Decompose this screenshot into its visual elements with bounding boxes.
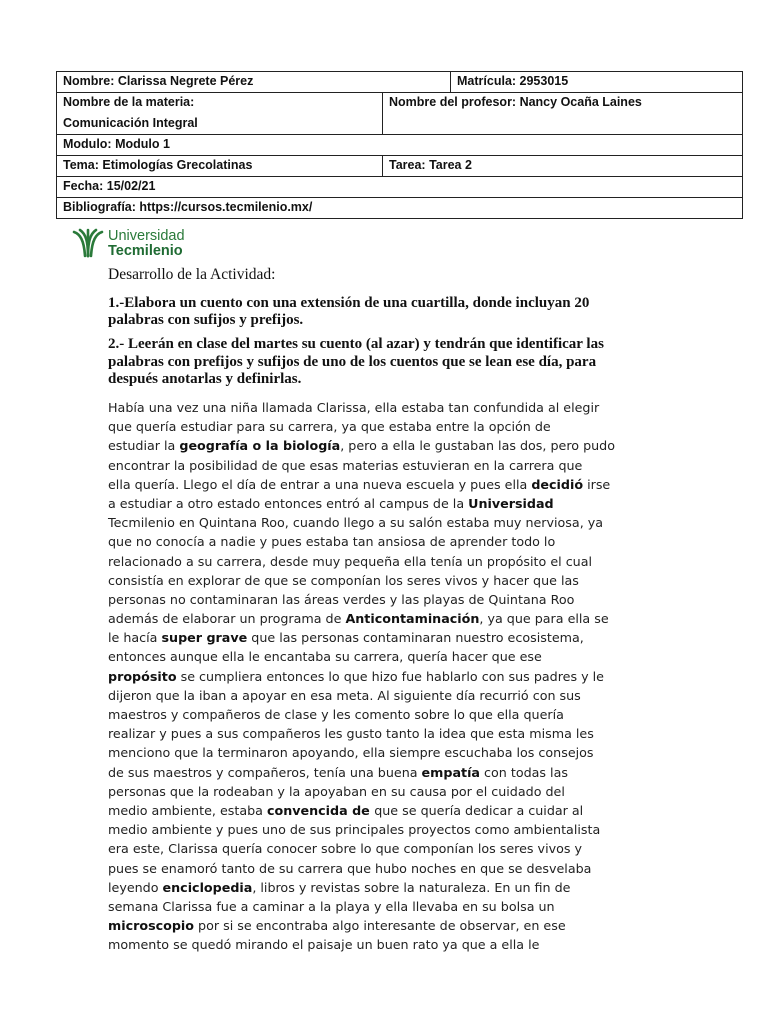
story-line: que quería estudiar para su carrera, ya que estaba entre la opción de: [108, 419, 551, 435]
item1-line-2: palabras con sufijos y prefijos.: [108, 312, 304, 328]
logo-tecmilenio-text: Tecmilenio: [108, 243, 183, 259]
story-line: Había una vez una niña llamada Clarissa, ella estaba tan confundida al elegir: [108, 400, 600, 415]
story-line: entonces aunque ella le encantaba su carrera, quería hacer que ese: [108, 649, 542, 665]
story-line: medio ambiente y pues uno de sus principales proyectos como ambientalista: [108, 822, 601, 838]
story-line: personas no contaminaran las áreas verdes y las playas de Quintana Roo: [108, 591, 575, 607]
bold-term: empatía: [421, 764, 480, 780]
tecmilenio-leaf-icon: [70, 228, 106, 258]
story-line: momento se quedó mirando el paisaje un buen rato ya que a ella le: [108, 937, 540, 953]
logo-university-text: Universidad: [108, 228, 185, 244]
activity-item-2: [108, 336, 688, 389]
story-line: de sus maestros y compañeros, tenía una buena empatía con todas las: [108, 764, 568, 780]
story-line: era este, Clarissa quería conocer sobre lo que componían los seres vivos y: [108, 841, 583, 857]
bold-term: microscopio: [108, 918, 194, 934]
story-line: relacionado a su carrera, desde muy pequeña ella tenía un propósito el cual: [108, 553, 593, 569]
story-line: Tecmilenio en Quintana Roo, cuando llego a su salón estaba muy nerviosa, ya: [108, 515, 604, 531]
bold-term: propósito: [108, 668, 177, 684]
story-line: dijeron que la iban a apoyar en esa meta. Al siguiente día recurrió con sus: [108, 687, 581, 703]
assignment-cell: Tarea: Tarea 2: [383, 156, 743, 177]
teacher-cell: Nombre del profesor: Nancy Ocaña Laines: [383, 93, 743, 135]
story-line: medio ambiente, estaba convencida de que se quería dedicar a cuidar al: [108, 802, 584, 818]
topic-cell: Tema: Etimologías Grecolatinas: [57, 156, 383, 177]
story-line: además de elaborar un programa de Anticontaminación, ya que para ella se: [108, 611, 609, 627]
bold-term: decidió: [531, 476, 584, 492]
story-paragraph: [108, 398, 668, 954]
student-id-cell: Matrícula: 2953015: [451, 72, 743, 93]
module-cell: Modulo: Modulo 1: [57, 135, 743, 156]
bold-term: geografía o la biología: [179, 438, 341, 454]
story-line: estudiar la geografía o la biología, pero a ella le gustaban las dos, pero pudo: [108, 438, 615, 454]
story-line: menciono que la terminaron apoyando, ella siempre escuchaba los consejos: [108, 745, 594, 761]
activity-heading: Desarrollo de la Actividad:: [108, 266, 276, 283]
story-line: le hacía super grave que las personas contaminaran nuestro ecosistema,: [108, 630, 584, 646]
bold-term: enciclopedia: [162, 879, 253, 895]
story-line: microscopio por si se encontraba algo interesante de observar, en ese: [108, 918, 566, 934]
date-cell: Fecha: 15/02/21: [57, 177, 743, 198]
story-line: personas que la rodeaban y la apoyaban en su causa por el cuidado del: [108, 783, 565, 799]
activity-item-1: [108, 295, 688, 329]
story-line: semana Clarissa fue a caminar a la playa y ella llevaba en su bolsa un: [108, 898, 555, 914]
bold-term: convencida de: [266, 802, 375, 818]
item2-line-2: palabras con prefijos y sufijos de uno de los cuentos que se lean ese día, para: [108, 353, 597, 370]
bibliography-cell: Bibliografía: https://cursos.tecmilenio.mx/: [57, 198, 743, 219]
story-line: ella quería. Llego el día de entrar a una nueva escuela y pues ella decidió irse: [108, 476, 611, 492]
story-line: leyendo enciclopedia, libros y revistas sobre la naturaleza. En un fin de: [108, 879, 571, 895]
story-line: maestros y compañeros de clase y les comento sobre lo que ella quería: [108, 707, 564, 722]
story-line: pues se enamoró tanto de su carrera que hubo noches en que se desvelaba: [108, 860, 592, 876]
story-line: a estudiar a otro estado entonces entró al campus de la Universidad: [108, 495, 554, 511]
item2-line-1: 2.- Leerán en clase del martes su cuento (al azar) y tendrán que identificar las: [108, 336, 604, 352]
item1-line-1: 1.-Elabora un cuento con una extensión de una cuartilla, donde incluyan 20: [108, 295, 590, 311]
subject-label: Nombre de la materia:: [63, 95, 195, 109]
tecmilenio-logo: [64, 224, 204, 264]
story-line: encontrar la posibilidad de que esas materias estuvieran en la carrera que: [108, 457, 583, 473]
story-line: propósito se cumpliera entonces lo que hizo fue hablarlo con sus padres y le: [108, 668, 604, 684]
bold-term: super grave: [161, 630, 248, 646]
story-line: realizar y pues a sus compañeros les gusto tanto la idea que esta misma les: [108, 726, 594, 742]
story-line: que no conocía a nadie y pues estaba tan ansiosa de aprender todo lo: [108, 534, 556, 550]
student-name-cell: Nombre: Clarissa Negrete Pérez: [57, 72, 451, 93]
bold-term: Universidad: [468, 495, 554, 511]
student-info-table: [56, 71, 743, 219]
subject-cell: [57, 93, 383, 135]
item2-line-3: después anotarlas y definirlas.: [108, 371, 302, 387]
bold-term: Anticontaminación: [345, 611, 480, 627]
subject-value: Comunicación Integral: [63, 116, 198, 130]
story-line: consistía en explorar de que se componían los seres vivos y hacer que las: [108, 572, 579, 588]
